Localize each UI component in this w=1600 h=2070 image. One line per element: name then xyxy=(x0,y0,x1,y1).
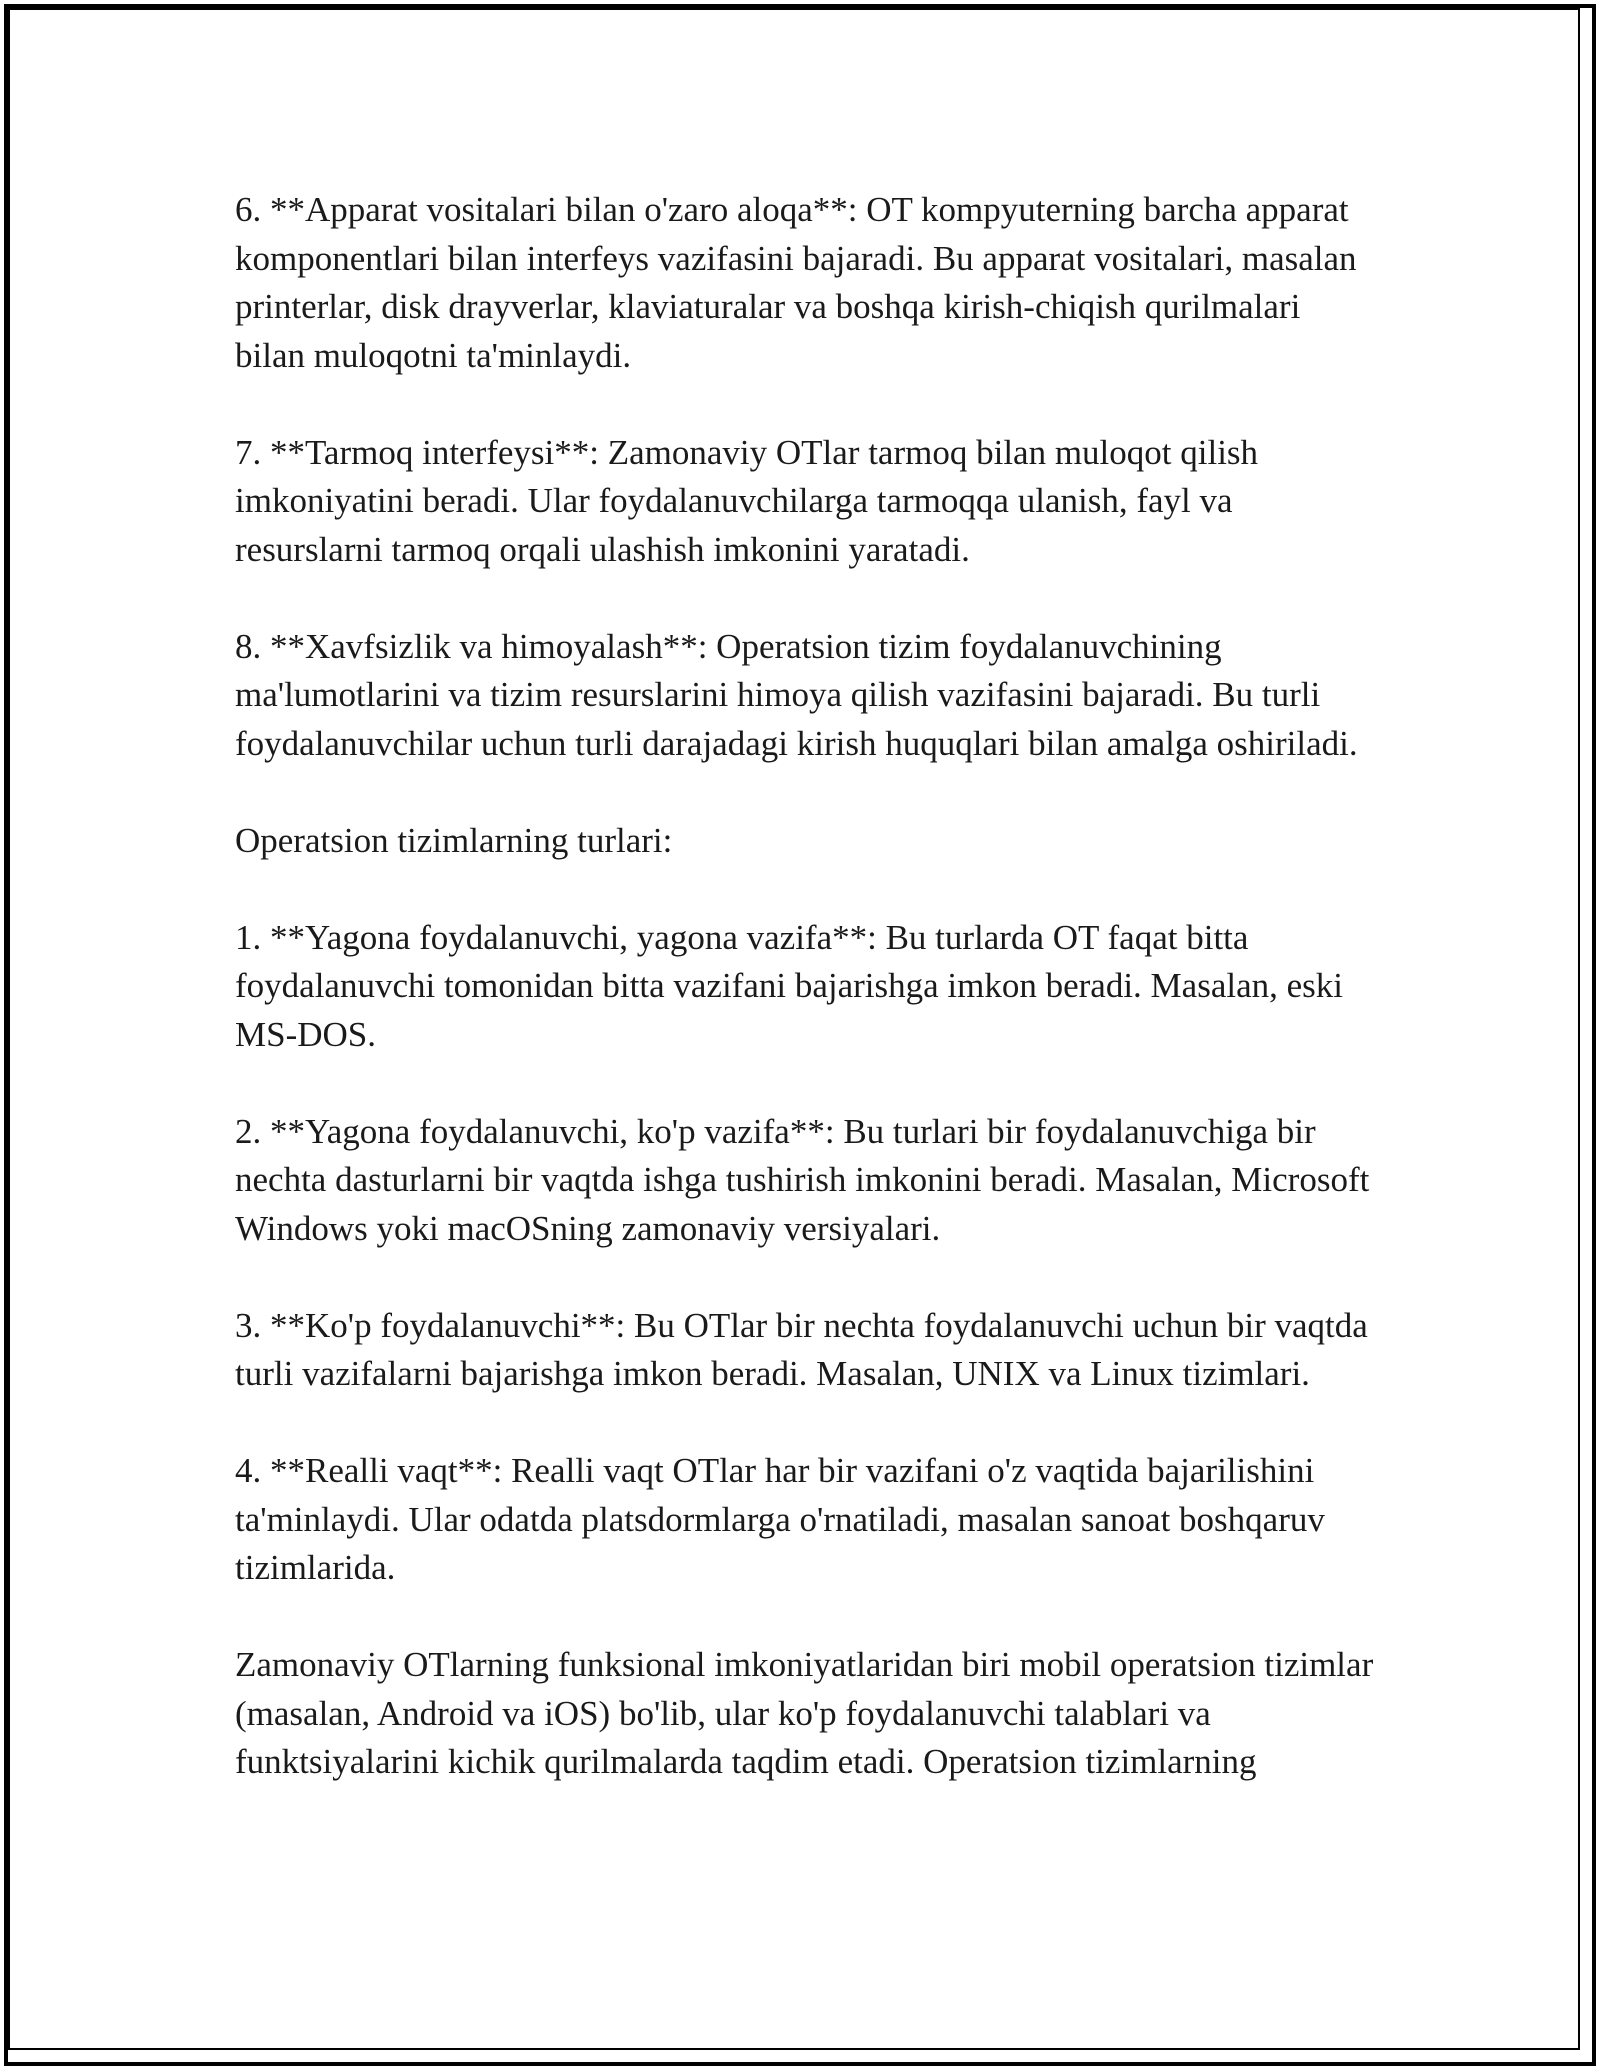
paragraph-real-time: 4. **Realli vaqt**: Realli vaqt OTlar har bir vazifani o'z vaqtida bajarilishini ta'minlaydi. Ular odatda platsdormlarga o'rnatiladi, masalan sanoat boshqaruv tizimlarida. xyxy=(235,1451,1325,1587)
paragraph-single-user-multi-task: 2. **Yagona foydalanuvchi, ko'p vazifa**: Bu turlari bir foydalanuvchiga bir nechta dasturlarni bir vaqtda ishga tushirish imkonini beradi. Masalan, Microsoft Windows yoki macOSning zamonaviy versiyalari. xyxy=(235,1111,1370,1248)
paragraph-hardware-interaction: 6. **Apparat vositalari bilan o'zaro aloqa**: OT kompyuterning barcha apparat komponentlari bilan interfeys vazifasini bajaradi. Bu apparat vositalari, masalan printerlar, disk drayverlar, klaviaturalar va boshqa kirish-chiqish qurilmalari bilan muloqotni ta'minlaydi. xyxy=(235,190,1357,375)
paragraph-multi-user: 3. **Ko'p foydalanuvchi**: Bu OTlar bir nechta foydalanuvchi uchun bir vaqtda turli vazifalarni bajarishga imkon beradi. Masalan, UNIX va Linux tizimlari. xyxy=(235,1305,1368,1393)
paragraph-mobile-os: Zamonaviy OTlarning funksional imkoniyatlaridan biri mobil operatsion tizimlar (masalan, Android va iOS) bo'lib, ular ko'p foydalanuvchi talablari va funktsiyalarini kichik qurilmalarda taqdim etadi. Operatsion tizimlarning xyxy=(235,1645,1374,1781)
document-body xyxy=(235,186,1375,1787)
paragraph-network-interface: 7. **Tarmoq interfeysi**: Zamonaviy OTlar tarmoq bilan muloqot qilish imkoniyatini beradi. Ular foydalanuvchilarga tarmoqqa ulanish, fayl va resurslarni tarmoq orqali ulashish imkonini yaratadi. xyxy=(235,432,1259,569)
paragraph-single-user-single-task: 1. **Yagona foydalanuvchi, yagona vazifa**: Bu turlarda OT faqat bitta foydalanuvchi tomonidan bitta vazifani bajarishga imkon beradi. Masalan, eski MS-DOS. xyxy=(235,917,1344,1054)
section-heading-os-types: Operatsion tizimlarning turlari: xyxy=(235,820,673,860)
paragraph-security: 8. **Xavfsizlik va himoyalash**: Operatsion tizim foydalanuvchining ma'lumotlarini va tizim resurslarini himoya qilish vazifasini bajaradi. Bu turli foydalanuvchilar uchun turli darajadagi kirish huquqlari bilan amalga oshiriladi. xyxy=(235,626,1358,763)
